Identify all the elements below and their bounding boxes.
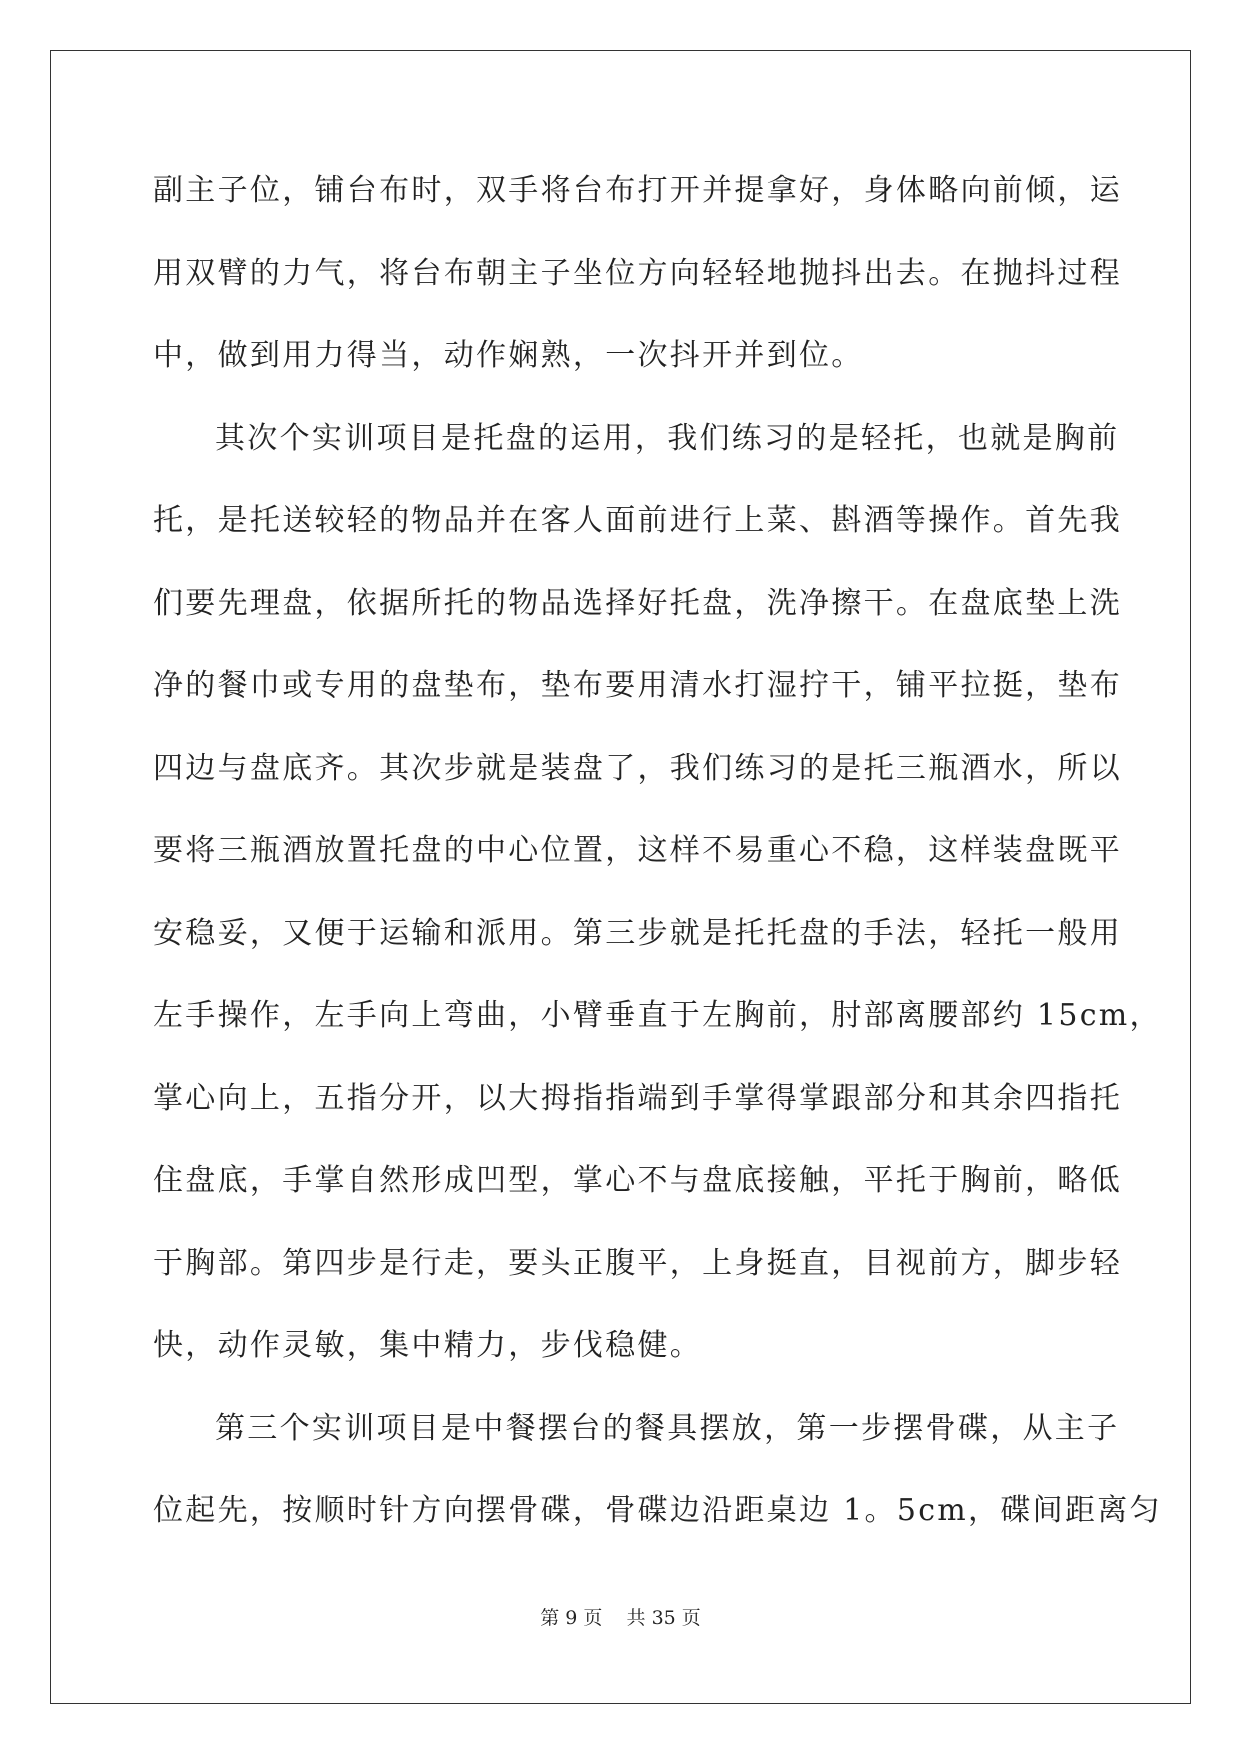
text-line: 副主子位，铺台布时，双手将台布打开并提拿好，身体略向前倾，运 — [153, 173, 1122, 208]
text-line: 快，动作灵敏，集中精力，步伐稳健。 — [153, 1328, 703, 1363]
text-line: 安稳妥，又便于运输和派用。第三步就是托托盘的手法，轻托一般用 — [153, 915, 1122, 951]
text-line: 左手操作，左手向上弯曲，小臂垂直于左胸前，肘部离腰部约 15cm， — [153, 998, 1162, 1033]
text-line: 住盘底，手掌自然形成凹型，掌心不与盘底接触，平托于胸前，略低 — [153, 1163, 1122, 1198]
text-line: 托，是托送较轻的物品并在客人面前进行上菜、斟酒等操作。首先我 — [153, 503, 1122, 538]
text-line: 用双臂的力气，将台布朝主子坐位方向轻轻地抛抖出去。在抛抖过程 — [153, 255, 1122, 291]
page-number: 第 9 页 — [540, 1607, 603, 1629]
text-line: 位起先，按顺时针方向摆骨碟，骨碟边沿距桌边 1。5cm，碟间距离匀 — [153, 1493, 1162, 1528]
paragraph-start-line: 其次个实训项目是托盘的运用，我们练习的是轻托，也就是胸前 — [215, 420, 1120, 456]
paragraph-start-line: 第三个实训项目是中餐摆台的餐具摆放，第一步摆骨碟，从主子 — [215, 1410, 1120, 1446]
text-line: 要将三瓶酒放置托盘的中心位置，这样不易重心不稳，这样装盘既平 — [153, 833, 1122, 868]
page-total: 共 35 页 — [626, 1607, 701, 1629]
page-footer — [0, 1606, 1241, 1630]
text-line: 掌心向上，五指分开，以大拇指指端到手掌得掌跟部分和其余四指托 — [153, 1080, 1122, 1116]
text-line: 于胸部。第四步是行走，要头正腹平，上身挺直，目视前方，脚步轻 — [153, 1245, 1122, 1281]
text-line: 中，做到用力得当，动作娴熟，一次抖开并到位。 — [153, 338, 864, 373]
text-line: 四边与盘底齐。其次步就是装盘了，我们练习的是托三瓶酒水，所以 — [153, 750, 1122, 786]
text-line: 净的餐巾或专用的盘垫布，垫布要用清水打湿拧干，铺平拉挺，垫布 — [153, 668, 1122, 703]
document-body — [153, 150, 1162, 1553]
text-line: 们要先理盘，依据所托的物品选择好托盘，洗净擦干。在盘底垫上洗 — [153, 585, 1122, 621]
